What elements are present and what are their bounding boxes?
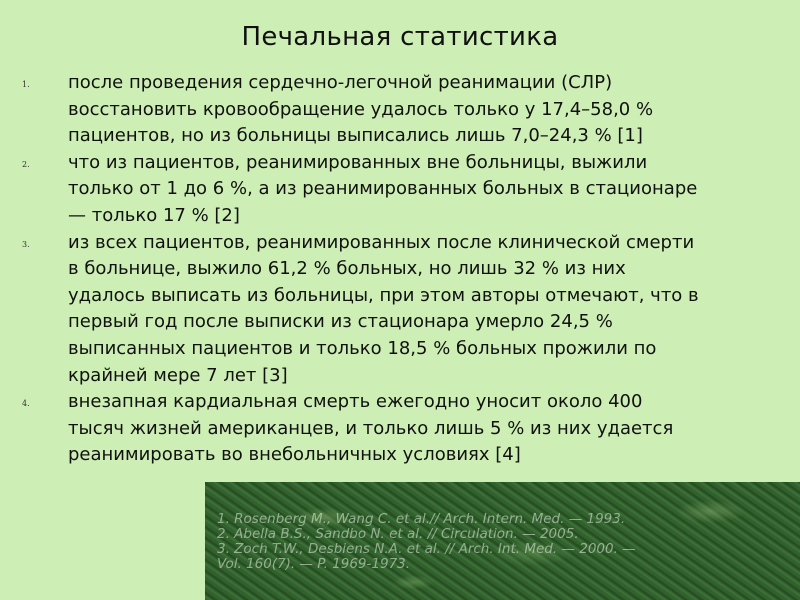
- item-number: 3.: [22, 239, 30, 249]
- item-number: 1.: [22, 80, 30, 89]
- references-list: [217, 512, 796, 572]
- references-panel: [205, 482, 800, 600]
- item-text: что из пациентов, реанимированных вне больницы, выжили только от 1 до 6 %, а из реанимированных больных в стационаре — только 17 % [2]: [68, 151, 698, 226]
- item-text: из всех пациентов, реанимированных после клинической смерти в больнице, выжило 61,2 % больных, но лишь 32 % из них удалось выписать из больницы, при этом авторы отмечают, что в первый год после выписки из стационара умерло 24,5 % выписанных пациентов и только 18,5 % больных прожили по крайней мере 7 лет [3]: [68, 231, 699, 386]
- item-number: 2.: [22, 159, 30, 169]
- reference-item: 1. Rosenberg M., Wang C. et al.// Arch. Intern. Med. — 1993.: [217, 511, 626, 527]
- list-item: [22, 70, 782, 150]
- reference-item: 3. Zoch T.W., Desbiens N.A. et al. // Arch. Int. Med. — 2000. —: [217, 541, 636, 557]
- slide-title: Печальная статистика: [241, 22, 559, 52]
- statistics-list: [22, 70, 782, 469]
- list-item: [22, 150, 782, 230]
- list-item: [22, 230, 782, 390]
- list-item: [22, 389, 782, 469]
- item-text: после проведения сердечно-легочной реанимации (СЛР) восстановить кровообращение удалось только у 17,4–58,0 % пациентов, но из больницы выписались лишь 7,0–24,3 % [1]: [68, 72, 654, 147]
- item-text: внезапная кардиальная смерть ежегодно уносит около 400 тысяч жизней американцев, и только лишь 5 % из них удается реанимировать во внебольничных условиях [4]: [68, 391, 674, 466]
- reference-item: Vol. 160(7). — P. 1969-1973.: [217, 556, 411, 572]
- reference-item: 2. Abella B.S., Sandbo N. et al. // Circulation. — 2005.: [217, 526, 579, 542]
- item-number: 4.: [22, 399, 30, 409]
